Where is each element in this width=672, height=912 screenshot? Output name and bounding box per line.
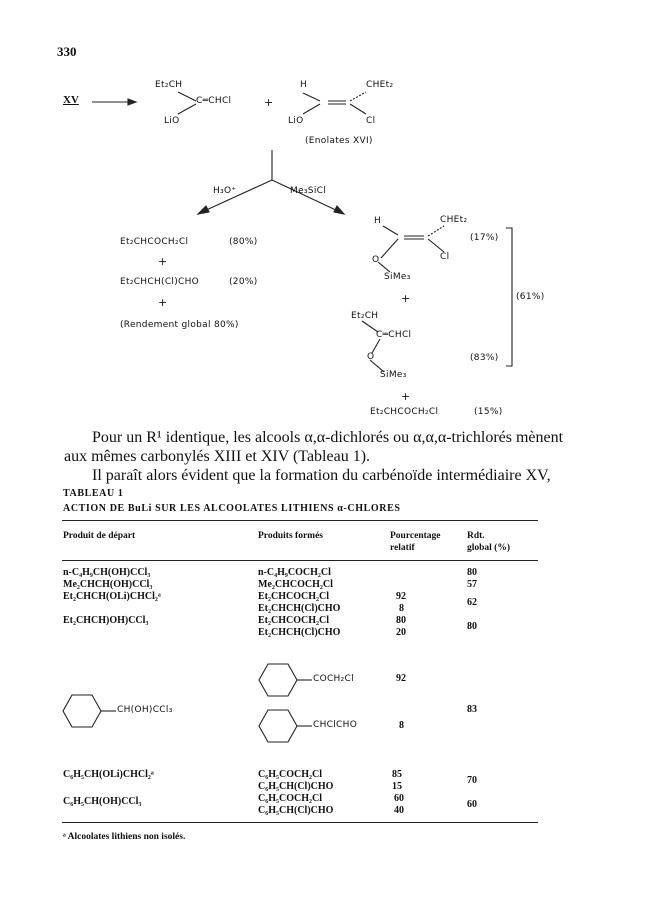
enolate-b-oxygen: LiO: [288, 116, 304, 126]
plus-sign: +: [264, 96, 274, 109]
table-row-product: C₆H₅CH(Cl)CHO: [258, 805, 334, 816]
right-product-3-percent: (15%): [474, 407, 503, 417]
right-plus-2: +: [401, 390, 411, 403]
table-row-percent: 92: [396, 591, 406, 602]
enolate-b-h: H: [300, 80, 308, 90]
table-row-product: n-C₄H₉COCH₂Cl: [258, 567, 331, 578]
table-row-yield: 80: [467, 567, 477, 578]
left-product-2-percent: (20%): [229, 277, 258, 287]
table-row-yield: 70: [467, 775, 477, 786]
paragraph-2: Il paraît alors évident que la formation du carbénoïde intermédiaire XV,: [92, 467, 551, 484]
silyl-1-chlorine: Cl: [440, 252, 450, 262]
table-row-product: C₆H₅CH(Cl)CHO: [258, 781, 334, 792]
enolate-a-center: C═CHCl: [196, 96, 232, 106]
silyl-1-percent: (17%): [470, 233, 499, 243]
silyl-1-substituent: CHEt₂: [440, 215, 468, 225]
header-percent-1: Pourcentage: [390, 531, 441, 541]
table-row-product: Me₂CHCOCH₂Cl: [258, 579, 333, 590]
paragraph-1-line-1: Pour un R¹ identique, les alcools α,α-dichlorés ou α,α,α-trichlorés mènent: [92, 429, 564, 446]
compound-xv-label: XV: [63, 94, 79, 106]
enolate-a-oxygen: LiO: [164, 116, 180, 126]
table-footnote: ᵃ Alcoolates lithiens non isolés.: [63, 832, 186, 842]
table-row-product: Et₂CHCOCH₂Cl: [258, 615, 329, 626]
table-label: TABLEAU 1: [63, 488, 124, 499]
cyclo-start: CH(OH)CCl₃: [117, 705, 173, 715]
silyl-2-sime3: SiMe₃: [380, 370, 407, 380]
cyclohexane-ring-icon: [63, 695, 101, 727]
table-row-start: C₆H₅CH(OH)CCl₃: [63, 796, 142, 807]
left-plus-2: +: [158, 296, 168, 309]
left-product-1: Et₂CHCOCH₂Cl: [120, 237, 189, 247]
paragraph-1-line-2: aux mêmes carbonylés XIII et XIV (Tableau 1).: [64, 448, 371, 465]
table-row-product: C₆H₅COCH₂Cl: [258, 793, 322, 804]
page-number: 330: [57, 44, 77, 59]
bracket-percent: (61%): [516, 292, 545, 302]
cyclohexane-ring-icon: [259, 664, 297, 696]
table-bottom-rule: [62, 822, 538, 823]
table-row-percent: 60: [394, 793, 404, 804]
right-plus-1: +: [401, 292, 411, 305]
table-row-product: C₆H₅COCH₂Cl: [258, 769, 322, 780]
header-yield-1: Rdt.: [467, 531, 485, 541]
enolate-b-chlorine: Cl: [366, 116, 376, 126]
silyl-2-oxygen: O: [367, 352, 375, 362]
table-row-product: Et₂CHCH(Cl)CHO: [258, 627, 341, 638]
header-percent-2: relatif: [390, 543, 415, 553]
table-row-start: Et₂CHCH(OLi)CHCl₂ᵃ: [63, 591, 161, 602]
table-row-yield: 57: [467, 579, 477, 590]
table-row-yield: 80: [467, 621, 477, 632]
silyl-2-percent: (83%): [470, 353, 499, 363]
table-row-product: Et₂CHCOCH₂Cl: [258, 591, 329, 602]
enolate-b-substituent: CHEt₂: [366, 80, 394, 90]
table-row-percent: 40: [394, 805, 404, 816]
table-row-start: n-C₄H₉CH(OH)CCl₃: [63, 567, 151, 578]
table-row-percent: 80: [396, 615, 406, 626]
left-product-2: Et₂CHCH(Cl)CHO: [120, 277, 200, 287]
table-row-start: Me₂CHCH(OH)CCl₃: [63, 579, 153, 590]
cyclo-yield: 83: [467, 704, 477, 715]
global-yield-note: (Rendement global 80%): [120, 320, 239, 330]
table-title: ACTION DE BuLi SUR LES ALCOOLATES LITHIENS α-CHLORES: [63, 503, 401, 514]
silyl-2-substituent: Et₂CH: [351, 311, 379, 321]
left-plus-1: +: [158, 255, 168, 268]
table-row-yield: 62: [467, 597, 477, 608]
table-row-percent: 85: [392, 769, 402, 780]
cyclo-product-2: CHClCHO: [313, 720, 358, 730]
table-row-start: Et₂CHCH)OH)CCl₃: [63, 615, 149, 626]
cyclo-percent-2: 8: [399, 720, 404, 731]
silyl-1-sime3: SiMe₃: [384, 272, 411, 282]
enolates-label: (Enolates XVI): [305, 136, 373, 146]
cyclo-product-1: COCH₂Cl: [313, 674, 354, 684]
silyl-1-oxygen: O: [372, 255, 380, 265]
silyl-1-h: H: [374, 216, 382, 226]
header-starting-product: Produit de départ: [63, 531, 136, 541]
table-row-percent: 15: [392, 781, 402, 792]
table-row-yield: 60: [467, 799, 477, 810]
reagent-hydronium: H₃O⁺: [213, 186, 237, 196]
cyclohexane-ring-icon: [259, 710, 297, 742]
table-row-percent: 8: [399, 603, 404, 614]
left-product-1-percent: (80%): [229, 237, 258, 247]
header-products: Produits formés: [258, 531, 323, 541]
table-row-start: C₆H₅CH(OLi)CHCl₂ᵃ: [63, 769, 154, 780]
cyclo-percent-1: 92: [396, 673, 406, 684]
table-row-product: Et₂CHCH(Cl)CHO: [258, 603, 341, 614]
right-product-3: Et₂CHCOCH₂Cl: [370, 407, 439, 417]
silyl-2-center: C═CHCl: [376, 330, 412, 340]
reagent-tmscl: Me₃SiCl: [290, 186, 327, 196]
enolate-a-substituent: Et₂CH: [155, 80, 183, 90]
table-row-percent: 20: [396, 627, 406, 638]
header-yield-2: global (%): [467, 543, 511, 553]
